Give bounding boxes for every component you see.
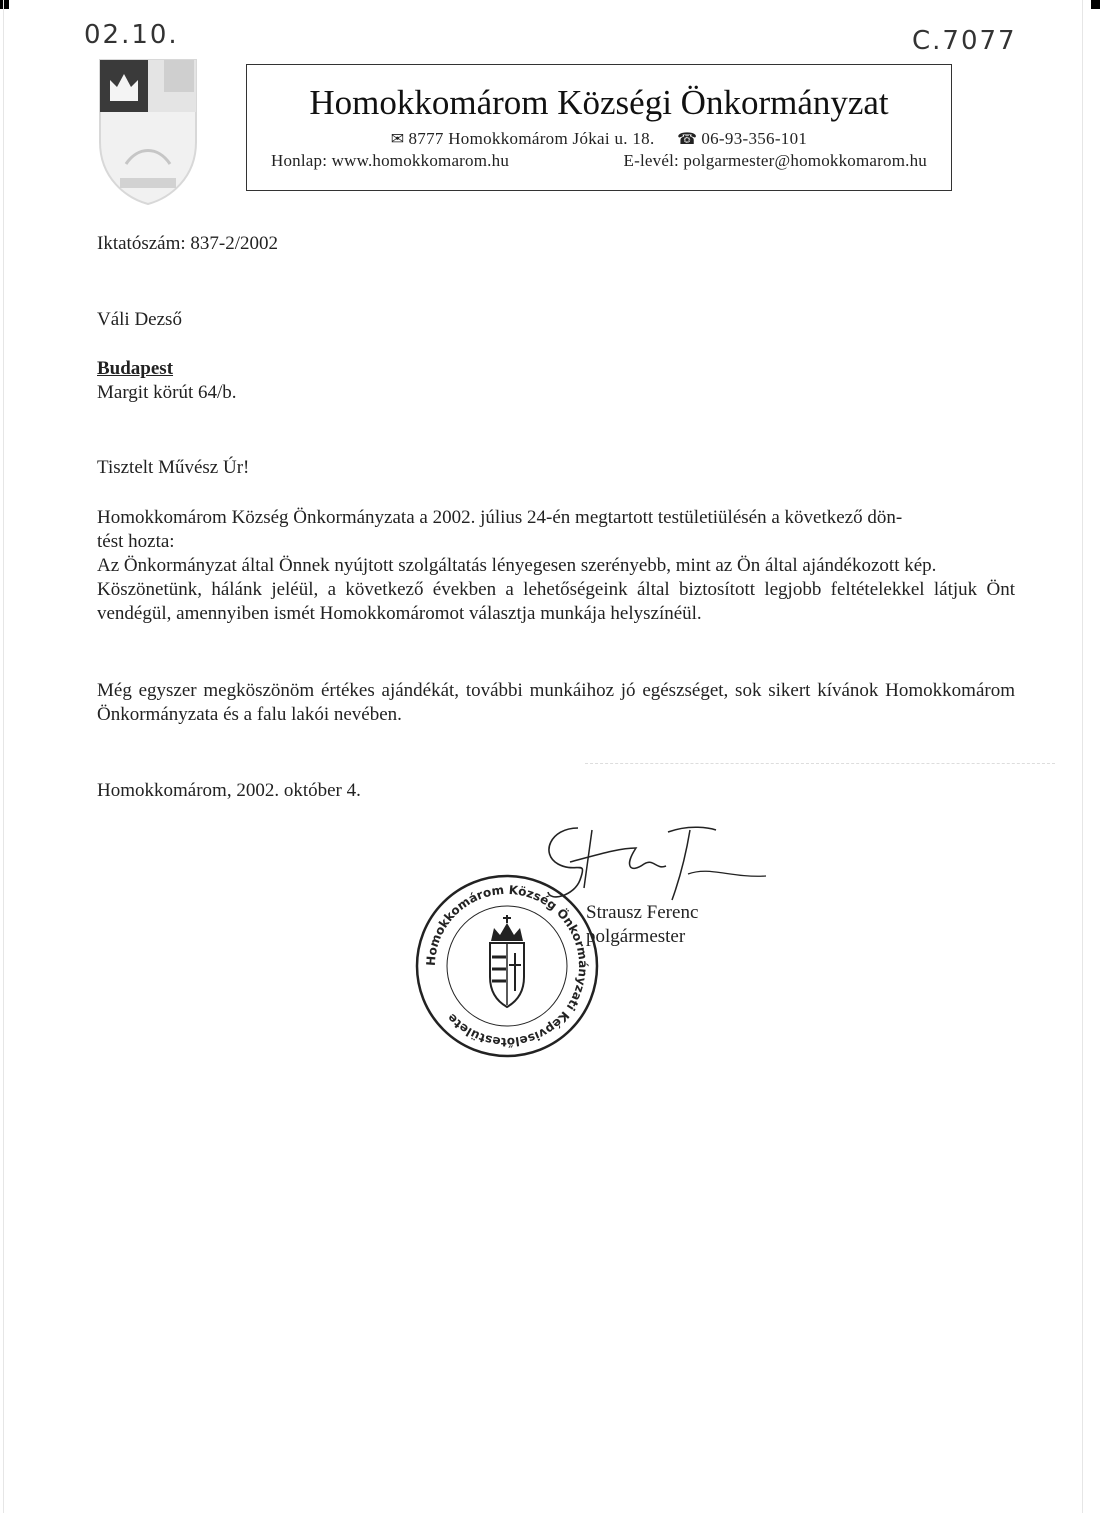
phone-text: 06-93-356-101: [701, 129, 808, 148]
reference-number: Iktatószám: 837-2/2002: [97, 233, 278, 254]
organization-name: Homokkomárom Községi Önkormányzat: [309, 83, 889, 122]
salutation: Tisztelt Művész Úr!: [97, 457, 250, 478]
crest-logo: [96, 56, 200, 206]
address-text: 8777 Homokkomárom Jókai u. 18.: [408, 129, 655, 148]
scan-corner-right: [1091, 0, 1100, 9]
handwritten-note-right: C.7077: [912, 26, 1017, 56]
email-text: E-levél: polgarmester@homokkomarom.hu: [623, 151, 927, 170]
signer-block: [586, 901, 698, 949]
contact-line-web: [271, 151, 927, 171]
letter-body-paragraph-2: Még egyszer megköszönöm értékes ajándékát, további munkáihoz jó egészséget, sok sikert kívánok Homokkomárom Önkormányzata és a falu lakói nevében.: [97, 680, 1015, 725]
place-date: Homokkomárom, 2002. október 4.: [97, 780, 361, 801]
body-line: Köszönetünk, hálánk jeléül, a következő években a lehetőségeink által biztosított legjobb feltételekkel látjuk Önt vendégül, amennyiben ismét Homokkomáromot választja munkája helyszínéül.: [97, 579, 1015, 624]
scan-corner-left: [0, 0, 9, 9]
scan-edge-left: [3, 0, 4, 1513]
recipient-street: Margit körút 64/b.: [97, 382, 237, 403]
recipient-city: Budapest: [97, 358, 174, 379]
signer-name: Strausz Ferenc: [586, 902, 699, 923]
faint-line: [585, 763, 1055, 764]
website-text: Honlap: www.homokkomarom.hu: [271, 151, 510, 170]
letterhead-box: [246, 64, 952, 191]
body-line: Az Önkormányzat által Önnek nyújtott szolgáltatás lényegesen szerényebb, mint az Ön által ajándékozott kép.: [97, 555, 937, 576]
recipient-name: Váli Dezső: [97, 309, 182, 330]
contact-line-address: [247, 129, 951, 149]
handwritten-note-left: 02.10.: [84, 20, 179, 50]
body-line: tést hozta:: [97, 531, 175, 552]
letter-body-paragraph-1: [97, 506, 1015, 626]
scan-edge-right: [1082, 0, 1083, 1513]
phone-icon: ☎: [677, 131, 698, 148]
stamp-text: Homokkomárom Község Önkormányzati Képviselőtestülete: [423, 882, 591, 1050]
body-line: Homokkomárom Község Önkormányzata a 2002. július 24-én megtartott testületiülésén a következő dön-: [97, 507, 903, 528]
signer-title: polgármester: [586, 926, 686, 947]
envelope-icon: ✉: [390, 131, 405, 148]
handwritten-signature: [540, 818, 770, 908]
